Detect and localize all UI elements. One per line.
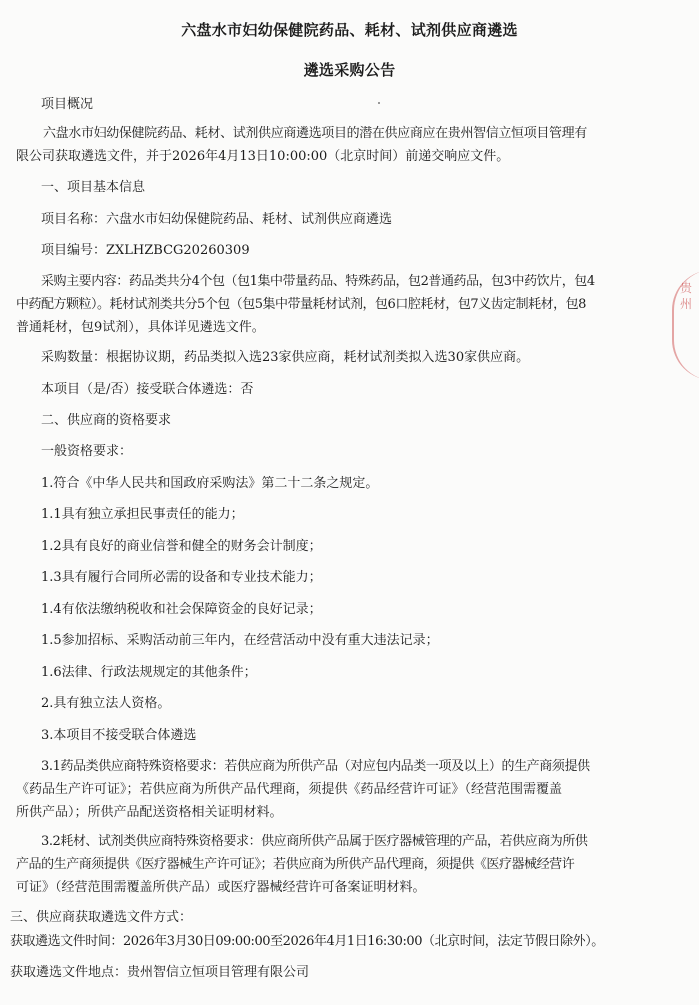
document-subtitle: 遴选采购公告 (303, 61, 396, 79)
paragraph-line: 可证》（经营范围需覆盖所供产品）或医疗器械经营许可备案证明材料。 (16, 880, 426, 895)
paragraph-line: 普通耗材，包9试剂），具体详见遴选文件。 (16, 320, 265, 335)
scan-speck (378, 102, 380, 104)
paragraph-line: 3.2耗材、试剂类供应商特殊资格要求：供应商所供产品属于医疗器械管理的产品，若供应商为所供 (41, 834, 588, 849)
project-name: 项目名称：六盘水市妇幼保健院药品、耗材、试剂供应商遴选 (41, 212, 393, 227)
requirement-item: 1.3具有履行合同所必需的设备和专业技术能力； (41, 570, 322, 585)
requirement-item: 1.1具有独立承担民事责任的能力； (41, 507, 244, 522)
stamp-text: 贵州 (680, 281, 693, 311)
paragraph-line: 产品的生产商须提供《医疗器械生产许可证》；若供应商为所供产品代理商，须提供《医疗器械经营许 (16, 857, 575, 872)
general-requirements-heading: 一般资格要求： (41, 444, 133, 459)
consortium-acceptance: 本项目（是/否）接受联合体遴选：否 (41, 382, 254, 397)
section-heading: 二、供应商的资格要求 (41, 413, 172, 428)
acquisition-location: 获取遴选文件地点：贵州智信立恒项目管理有限公司 (10, 965, 310, 980)
project-number: 项目编号：ZXLHZBCG20260309 (41, 243, 250, 258)
section-overview-heading: 项目概况 (41, 97, 94, 112)
paragraph-line: 采购主要内容：药品类共分4个包（包1集中带量药品、特殊药品，包2普通药品，包3中药饮片，包4 (41, 274, 595, 289)
seal-stamp-fragment (672, 270, 699, 380)
requirement-item: 1.4有依法缴纳税收和社会保障资金的良好记录； (41, 602, 322, 617)
requirement-item: 1.2具有良好的商业信誉和健全的财务会计制度； (41, 539, 322, 554)
requirement-item: 2.具有独立法人资格。 (41, 696, 171, 711)
procurement-quantity: 采购数量：根据协议期，药品类拟入选23家供应商，耗材试剂类拟入选30家供应商。 (41, 350, 530, 365)
section-heading: 一、项目基本信息 (41, 180, 146, 195)
paragraph-line: 中药配方颗粒）。耗材试剂类共分5个包（包5集中带量耗材试剂，包6口腔耗材，包7义齿定制耗材，包8 (16, 297, 586, 312)
paragraph-line: 六盘水市妇幼保健院药品、耗材、试剂供应商遴选项目的潜在供应商应在贵州智信立恒项目管理有 (43, 126, 587, 141)
requirement-item: 1.5参加招标、采购活动前三年内，在经营活动中没有重大违法记录； (41, 633, 439, 648)
requirement-item: 3.本项目不接受联合体遴选 (41, 728, 197, 743)
paragraph-line: 限公司获取遴选文件，并于2026年4月13日10:00:00（北京时间）前递交响应文件。 (16, 149, 510, 164)
requirement-item: 1.符合《中华人民共和国政府采购法》第二十二条之规定。 (41, 476, 379, 491)
acquisition-time: 获取遴选文件时间：2026年3月30日09:00:00至2026年4月1日16:30:00（北京时间，法定节假日除外）。 (10, 934, 604, 949)
paragraph-line: 3.1药品类供应商特殊资格要求：若供应商为所供产品（对应包内品类一项及以上）的生产商须提供 (41, 759, 590, 774)
paragraph-line: 所供产品）；所供产品配送资格相关证明材料。 (16, 805, 283, 820)
section-heading: 三、供应商获取遴选文件方式： (10, 910, 193, 925)
paragraph-line: 《药品生产许可证》；若供应商为所供产品代理商，须提供《药品经营许可证》（经营范围需覆盖 (16, 782, 563, 797)
requirement-item: 1.6法律、行政法规规定的其他条件； (41, 665, 257, 680)
document-title: 六盘水市妇幼保健院药品、耗材、试剂供应商遴选 (181, 21, 518, 39)
